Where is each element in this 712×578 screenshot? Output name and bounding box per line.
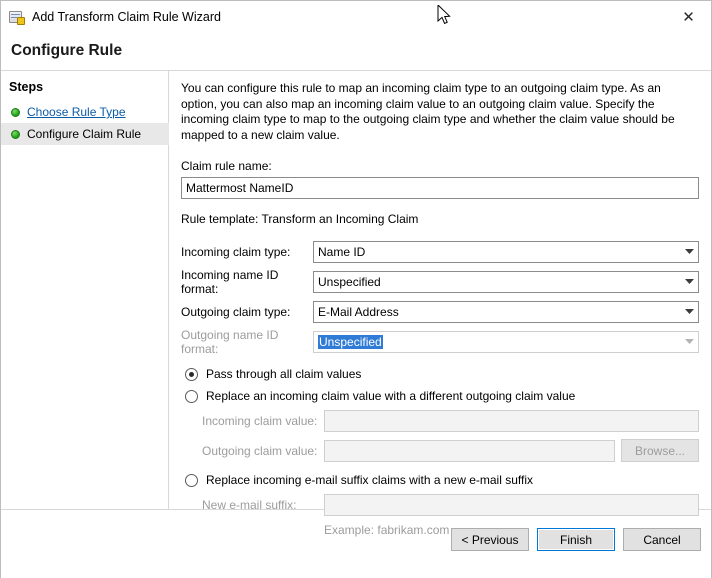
incoming-claim-type-value: Name ID — [318, 245, 366, 259]
option-replace-email-suffix[interactable] — [181, 473, 699, 487]
row-outgoing-name-id-format — [181, 328, 699, 356]
steps-title: Steps — [9, 80, 44, 94]
window-title: Add Transform Claim Rule Wizard — [32, 9, 221, 24]
radio-icon[interactable] — [185, 474, 198, 487]
step-label[interactable]: Choose Rule Type — [27, 105, 126, 119]
new-email-suffix-input — [324, 494, 699, 516]
row-outgoing-claim-type — [181, 301, 699, 323]
option-replace-claim-value[interactable] — [181, 389, 699, 403]
title-bar — [1, 1, 711, 32]
wizard-icon — [9, 9, 25, 25]
previous-button[interactable]: < Previous — [451, 528, 529, 551]
outgoing-name-id-format-select — [313, 331, 699, 353]
radio-icon[interactable] — [185, 368, 198, 381]
footer-bar — [1, 510, 711, 578]
close-icon[interactable]: ✕ — [682, 8, 695, 26]
option-label: Pass through all claim values — [206, 367, 362, 381]
step-label: Configure Claim Rule — [27, 127, 142, 141]
step-bullet-icon — [11, 130, 20, 139]
chevron-down-icon[interactable] — [680, 302, 698, 322]
outgoing-name-id-format-value: Unspecified — [319, 335, 382, 349]
option-label: Replace an incoming claim value with a different outgoing claim value — [206, 389, 576, 403]
outgoing-claim-value-label: Outgoing claim value: — [202, 443, 318, 458]
finish-button[interactable]: Finish — [537, 528, 615, 551]
outgoing-claim-type-label: Outgoing claim type: — [181, 305, 291, 319]
intro-text: You can configure this rule to map an incoming claim type to an outgoing claim type. As an option, you can also map an incoming claim value to an outgoing claim value. Specify the incoming claim type to map to the outgoing claim type and whether the claim value should be mapped to a new claim value. — [181, 81, 675, 142]
outgoing-claim-value-input — [324, 440, 615, 462]
page-title: Configure Rule — [11, 42, 123, 59]
wizard-body — [1, 71, 711, 537]
incoming-name-id-format-value: Unspecified — [318, 275, 381, 289]
new-email-suffix-label: New e-mail suffix: — [202, 498, 297, 512]
claim-rule-name-label: Claim rule name: — [181, 159, 272, 173]
step-bullet-icon — [11, 108, 20, 117]
row-incoming-claim-type — [181, 241, 699, 263]
row-outgoing-claim-value — [181, 439, 699, 462]
row-incoming-claim-value — [181, 410, 699, 432]
incoming-name-id-format-label: Incoming name ID format: — [181, 268, 279, 296]
cancel-button[interactable]: Cancel — [623, 528, 701, 551]
incoming-claim-value-input — [324, 410, 699, 432]
row-incoming-name-id-format — [181, 268, 699, 296]
outgoing-claim-type-select[interactable] — [313, 301, 699, 323]
claim-rule-name-input[interactable] — [181, 177, 699, 199]
row-new-email-suffix — [181, 494, 699, 516]
incoming-claim-type-select[interactable] — [313, 241, 699, 263]
option-pass-through-all[interactable] — [181, 367, 699, 381]
outgoing-claim-type-value: E-Mail Address — [318, 305, 399, 319]
chevron-down-icon[interactable] — [680, 272, 698, 292]
browse-button: Browse... — [621, 439, 699, 462]
incoming-claim-type-label: Incoming claim type: — [181, 245, 291, 259]
incoming-claim-value-label: Incoming claim value: — [202, 414, 318, 428]
content-pane — [169, 71, 711, 537]
chevron-down-icon[interactable] — [680, 242, 698, 262]
outgoing-name-id-format-label: Outgoing name ID format: — [181, 328, 279, 356]
page-header — [1, 32, 711, 70]
step-configure-claim-rule[interactable] — [1, 123, 169, 145]
incoming-name-id-format-select[interactable] — [313, 271, 699, 293]
radio-icon[interactable] — [185, 390, 198, 403]
example-text: Example: fabrikam.com — [324, 523, 450, 537]
step-choose-rule-type[interactable] — [9, 101, 168, 123]
rule-template-text: Rule template: Transform an Incoming Claim — [181, 212, 419, 226]
steps-pane — [1, 71, 169, 509]
chevron-down-icon — [680, 332, 698, 352]
option-label: Replace incoming e-mail suffix claims with a new e-mail suffix — [206, 473, 534, 487]
